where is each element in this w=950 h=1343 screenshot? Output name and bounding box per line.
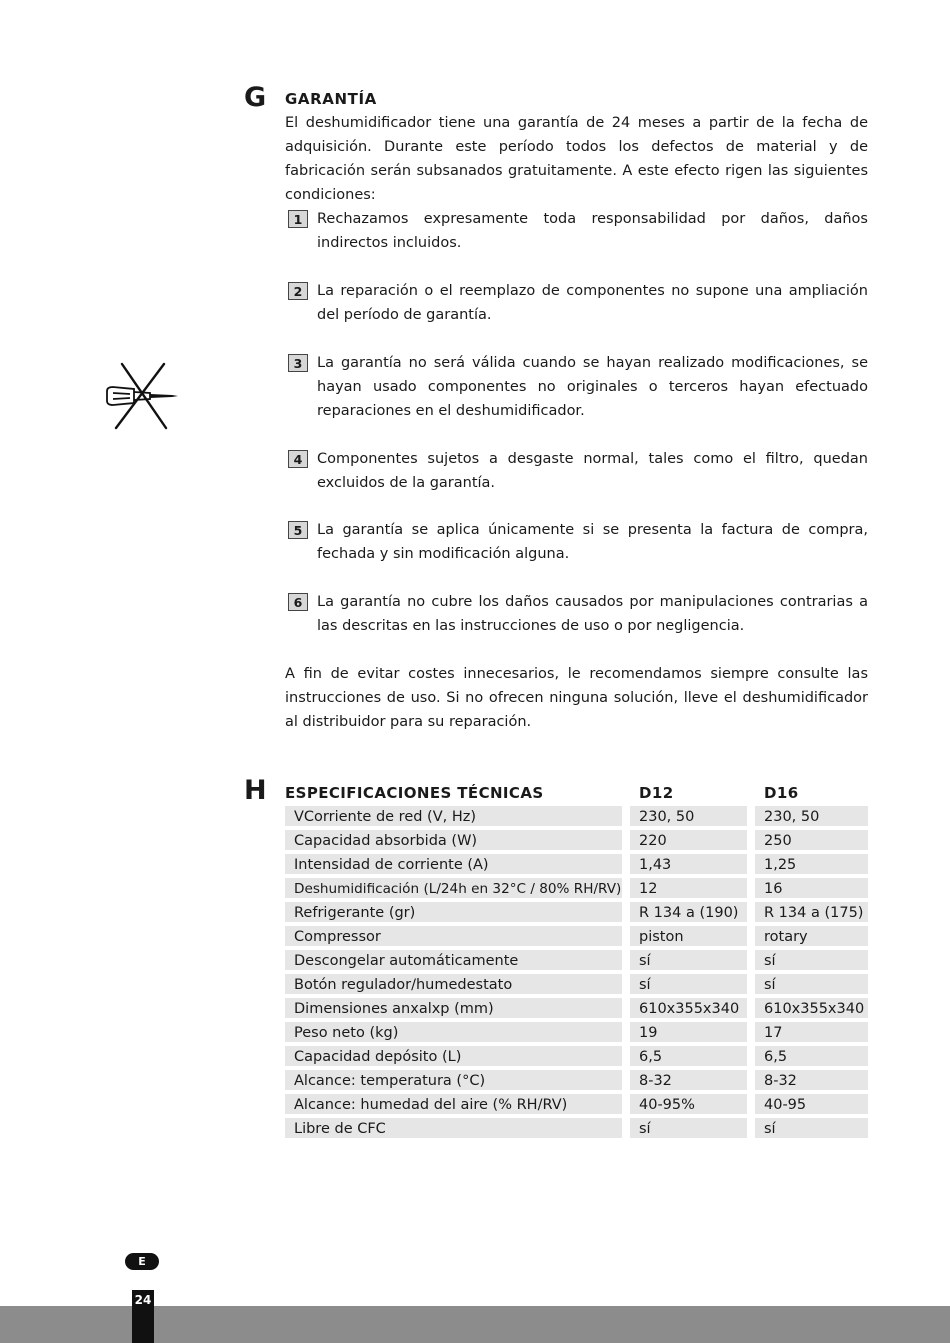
column-header-d16: D16 bbox=[764, 784, 799, 802]
spec-label: Capacidad depósito (L) bbox=[285, 1046, 622, 1066]
condition-item bbox=[288, 518, 868, 566]
page-number: 24 bbox=[132, 1290, 154, 1343]
condition-item bbox=[288, 447, 868, 495]
spec-value-d12: 610x355x340 bbox=[630, 998, 747, 1018]
spec-value-d12: sí bbox=[630, 1118, 747, 1138]
spec-value-d16: 17 bbox=[755, 1022, 868, 1042]
condition-item bbox=[288, 207, 868, 255]
spec-value-d12: 19 bbox=[630, 1022, 747, 1042]
condition-number: 5 bbox=[288, 521, 308, 539]
spec-label: Compressor bbox=[285, 926, 622, 946]
spec-value-d12: 1,43 bbox=[630, 854, 747, 874]
condition-number: 3 bbox=[288, 354, 308, 372]
spec-label: Libre de CFC bbox=[285, 1118, 622, 1138]
spec-value-d16: sí bbox=[755, 1118, 868, 1138]
spec-value-d12: 220 bbox=[630, 830, 747, 850]
condition-item bbox=[288, 351, 868, 423]
spec-label: Peso neto (kg) bbox=[285, 1022, 622, 1042]
spec-value-d16: 16 bbox=[755, 878, 868, 898]
spec-value-d16: rotary bbox=[755, 926, 868, 946]
spec-label: Botón regulador/humedestato bbox=[285, 974, 622, 994]
spec-value-d16: 250 bbox=[755, 830, 868, 850]
spec-value-d12: 12 bbox=[630, 878, 747, 898]
spec-value-d12: 8-32 bbox=[630, 1070, 747, 1090]
condition-text: La garantía no cubre los daños causados por manipulaciones contrarias a las descritas en las instrucciones de uso o por negligencia. bbox=[317, 594, 868, 634]
spec-value-d16: sí bbox=[755, 974, 868, 994]
spec-label: Intensidad de corriente (A) bbox=[285, 854, 622, 874]
specs-title: ESPECIFICACIONES TÉCNICAS bbox=[285, 784, 544, 802]
spec-value-d12: sí bbox=[630, 950, 747, 970]
spec-value-d16: 1,25 bbox=[755, 854, 868, 874]
warranty-closing: A fin de evitar costes innecesarios, le recomendamos siempre consulte las instrucciones de uso. Si no ofrecen ninguna solución, lleve el deshumidificador al distribuidor para su reparación. bbox=[285, 666, 868, 730]
spec-label: Alcance: humedad del aire (% RH/RV) bbox=[285, 1094, 622, 1114]
spec-label: Dimensiones anxalxp (mm) bbox=[285, 998, 622, 1018]
spec-label: Alcance: temperatura (°C) bbox=[285, 1070, 622, 1090]
spec-value-d16: sí bbox=[755, 950, 868, 970]
column-header-d12: D12 bbox=[639, 784, 674, 802]
spec-value-d12: piston bbox=[630, 926, 747, 946]
spec-value-d16: 40-95 bbox=[755, 1094, 868, 1114]
condition-text: Rechazamos expresamente toda responsabilidad por daños, daños indirectos incluidos. bbox=[317, 211, 868, 251]
warranty-title: GARANTÍA bbox=[285, 90, 377, 108]
spec-value-d16: 230, 50 bbox=[755, 806, 868, 826]
language-badge: E bbox=[125, 1253, 159, 1270]
spec-value-d12: sí bbox=[630, 974, 747, 994]
spec-value-d16: 6,5 bbox=[755, 1046, 868, 1066]
no-screwdriver-icon bbox=[104, 358, 182, 434]
condition-text: La garantía no será válida cuando se hayan realizado modificaciones, se hayan usado componentes no originales o terceros hayan efectuado reparaciones en el deshumidificador. bbox=[317, 355, 868, 419]
section-letter-g: G bbox=[244, 82, 267, 113]
condition-item bbox=[288, 590, 868, 638]
spec-label: Descongelar automáticamente bbox=[285, 950, 622, 970]
condition-text: Componentes sujetos a desgaste normal, tales como el filtro, quedan excluidos de la garantía. bbox=[317, 451, 868, 491]
spec-value-d16: 8-32 bbox=[755, 1070, 868, 1090]
condition-number: 4 bbox=[288, 450, 308, 468]
spec-value-d12: R 134 a (190) bbox=[630, 902, 747, 922]
condition-text: La reparación o el reemplazo de componentes no supone una ampliación del período de garantía. bbox=[317, 283, 868, 323]
spec-value-d12: 6,5 bbox=[630, 1046, 747, 1066]
spec-label: Capacidad absorbida (W) bbox=[285, 830, 622, 850]
spec-label: Refrigerante (gr) bbox=[285, 902, 622, 922]
condition-number: 2 bbox=[288, 282, 308, 300]
spec-value-d16: R 134 a (175) bbox=[755, 902, 868, 922]
condition-number: 6 bbox=[288, 593, 308, 611]
condition-text: La garantía se aplica únicamente si se presenta la factura de compra, fechada y sin modificación alguna. bbox=[317, 522, 868, 562]
spec-value-d16: 610x355x340 bbox=[755, 998, 868, 1018]
spec-label: VCorriente de red (V, Hz) bbox=[285, 806, 622, 826]
condition-item bbox=[288, 279, 868, 327]
spec-label: Deshumidificación (L/24h en 32°C / 80% RH/RV) bbox=[285, 878, 622, 898]
spec-value-d12: 230, 50 bbox=[630, 806, 747, 826]
condition-number: 1 bbox=[288, 210, 308, 228]
spec-value-d12: 40-95% bbox=[630, 1094, 747, 1114]
section-letter-h: H bbox=[244, 775, 267, 806]
warranty-intro: El deshumidificador tiene una garantía de 24 meses a partir de la fecha de adquisición. Durante este período todos los defectos de material y de fabricación serán subsanados gratuitamente. A este efecto rigen las siguientes condiciones: bbox=[285, 115, 868, 203]
